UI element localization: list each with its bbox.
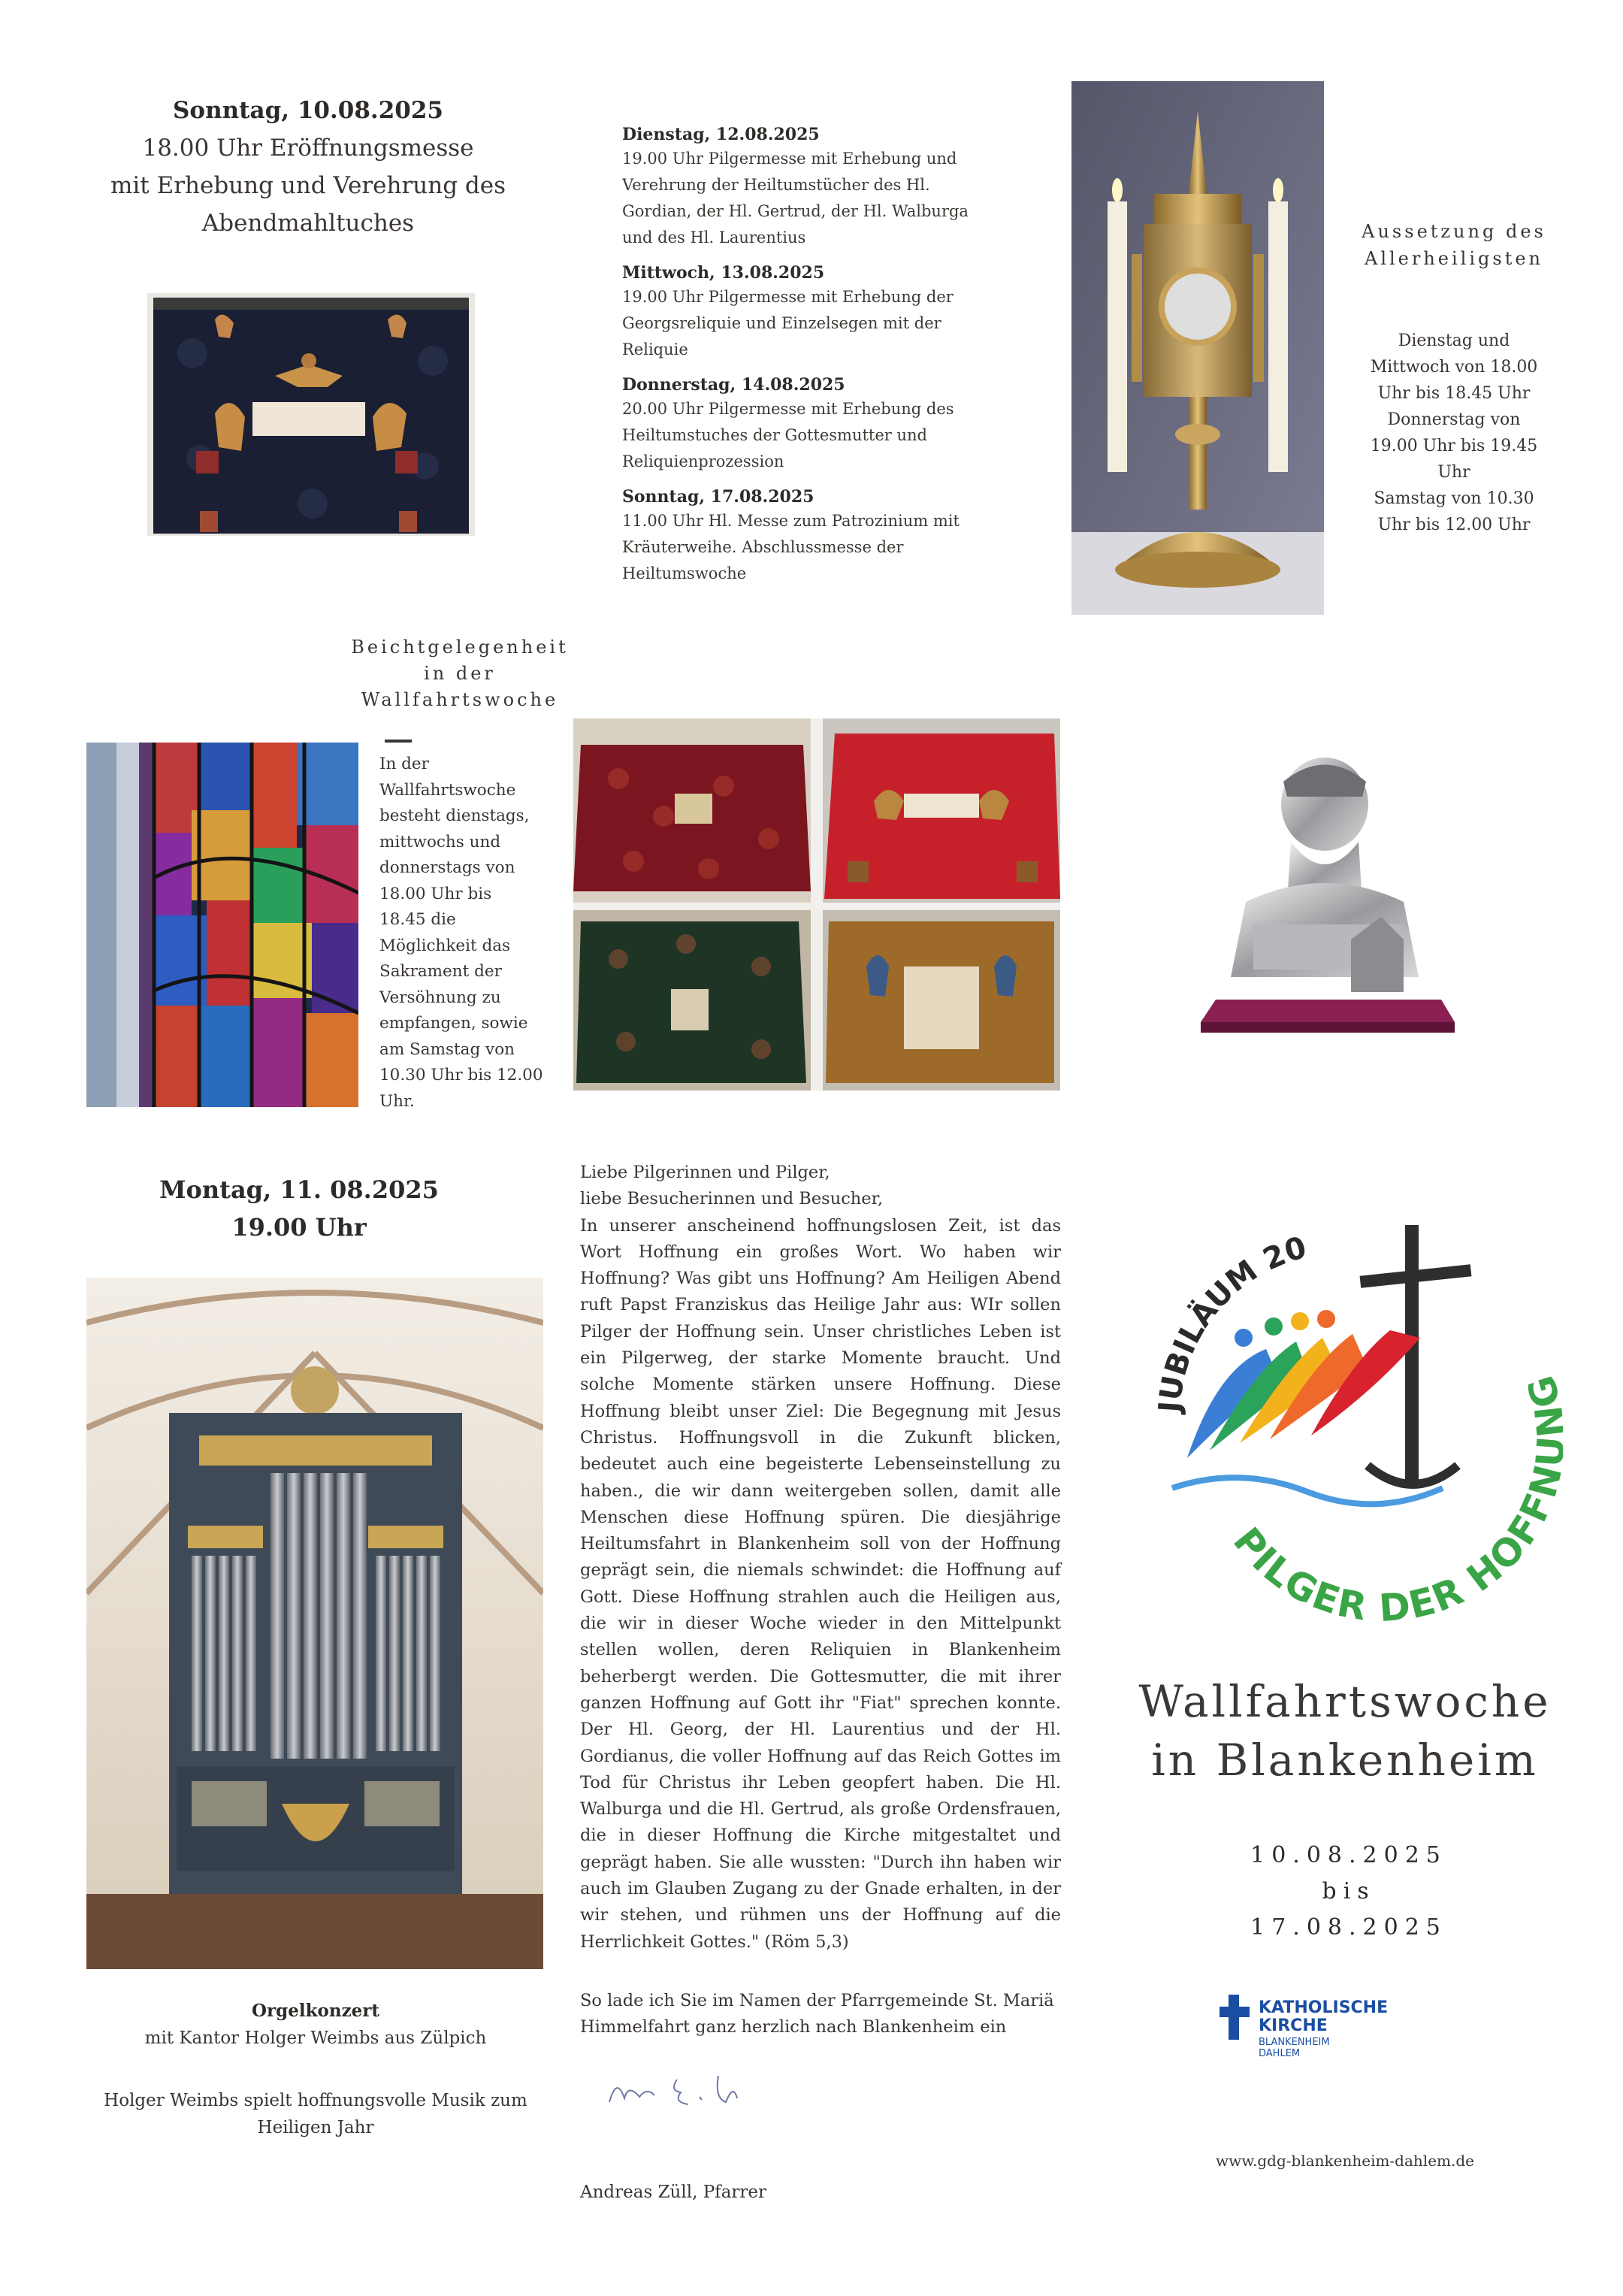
jubilee-arc-text: JUBILÄUM 20 [1152, 1230, 1310, 1414]
event-date-to: 17.08.2025 [1250, 1914, 1447, 1941]
cross-icon [1220, 1995, 1250, 2040]
organ-concert-performer: mit Kantor Holger Weimbs aus Zülpich [144, 2028, 487, 2048]
schedule-item [622, 125, 1013, 251]
organ-concert-music: Holger Weimbs spielt hoffnungsvolle Musik zum Heiligen Jahr [104, 2091, 527, 2137]
opening-mass-block [83, 92, 533, 242]
adoration-block [1352, 218, 1555, 538]
confession-title: Beichtgelegenheit in der Wallfahrtswoche [351, 637, 569, 710]
event-title [1112, 1672, 1578, 1789]
event-title-line-1: Wallfahrtswoche [1138, 1676, 1552, 1727]
church-logo [1220, 1995, 1415, 2062]
st-george-reliquary-photo [1201, 752, 1455, 1043]
schedule-desc: 20.00 Uhr Pilgermesse mit Erhebung des Heiltumstuches der Gottesmutter und Reliquienprozession [622, 400, 954, 470]
confession-text: In der Wallfahrtswoche besteht dienstags, mittwochs und donnerstags von 18.00 Uhr bis 18.45 die Möglichkeit das Sakrament der Versöhnung zu empfangen, sowie am Samstag von 10.30 Uhr bis 12.00 Uhr. [379, 755, 543, 1111]
opening-mass-time: 18.00 Uhr Eröffnungsmesse [142, 135, 474, 162]
opening-mass-desc-1: mit Erhebung und Verehrung des [110, 172, 506, 199]
handwritten-signature [606, 2068, 756, 2113]
church-name-2: KIRCHE [1259, 2016, 1328, 2035]
schedule-desc: 19.00 Uhr Pilgermesse mit Erhebung der Georgsreliquie und Einzelsegen mit der Reliquie [622, 288, 954, 358]
organ-concert-date: Montag, 11. 08.2025 [159, 1175, 439, 1204]
schedule-item [622, 375, 1013, 475]
organ-concert-info [83, 1998, 549, 2141]
opening-mass-desc-2: Abendmahltuches [201, 210, 415, 237]
pastor-letter [580, 1160, 1061, 1956]
event-date-bis: bis [1322, 1878, 1376, 1904]
monstrance-photo [1071, 81, 1324, 615]
organ-concert-heading [126, 1171, 472, 1246]
organ-concert-time: 19.00 Uhr [231, 1213, 367, 1242]
opening-mass-date: Sonntag, 10.08.2025 [173, 97, 443, 124]
schedule-day: Mittwoch, 13.08.2025 [622, 263, 825, 283]
jubilee-logo [1127, 1187, 1563, 1623]
schedule-desc: 11.00 Uhr Hl. Messe zum Patrozinium mit Kräuterweihe. Abschlussmesse der Heiltumswoche [622, 512, 960, 582]
church-parish-2: DAHLEM [1259, 2048, 1301, 2059]
website-link[interactable]: www.gdg-blankenheim-dahlem.de [1216, 2152, 1474, 2170]
stained-glass-photo [86, 743, 358, 1107]
church-organ-photo [86, 1278, 543, 1969]
schedule-day: Dienstag, 12.08.2025 [622, 125, 820, 144]
church-name-1: KATHOLISCHE [1259, 1998, 1389, 2017]
schedule-list [622, 125, 1013, 599]
schedule-item [622, 487, 1013, 587]
letter-greeting-1: Liebe Pilgerinnen und Pilger, [580, 1163, 830, 1182]
pilgrims-arc-text: PILGER DER HOFF [1224, 1486, 1563, 1623]
event-dates [1180, 1838, 1518, 1946]
event-title-line-2: in Blankenheim [1151, 1735, 1539, 1786]
adoration-times: Dienstag und Mittwoch von 18.00 Uhr bis 18.45 Uhr Donnerstag von 19.00 Uhr bis 19.45 Uhr Samstag von 10.30 Uhr bis 12.00 Uhr [1370, 331, 1538, 534]
confession-divider [385, 740, 412, 743]
pastor-name: Andreas Züll, Pfarrer [580, 2183, 767, 2202]
relic-cloths-photo [573, 718, 1060, 1091]
letter-body: In unserer anscheinend hoffnungslosen Zeit, ist das Wort Hoffnung ein großes Wort. Wo haben wir Hoffnung? Was gibt uns Hoffnung? Am Heiligen Abend ruft Papst Franziskus das Heilige Jahr aus: WIr sollen Pilger der Hoffnung sein. Unser christliches Leben ist ein Pilgerweg, der starke Momente braucht. Und solche Momente stärken unsere Hoffnung. Diese Hoffnung bleibt unser Ziel: Die Begegnung mit Jesus Christus. Hoffnungsvoll in die Zukunft blicken, bedeutet auch eine begeisterte Lebenseinstellung zu haben., die wir dann weitergeben sollen, damit alle Menschen diese Hoffnung spüren. Die diesjährige Heiltumsfahrt in Blankenheim soll von der Hoffnung geprägt sein, die niemals schwindet: die Hoffnung auf Gott. Diese Hoffnung strahlen auch die Heiligen aus, die wir in dieser Woche wieder in den Mittelpunkt stellen wollen, deren Reliquien in Blankenheim beherbergt werden. Die Gottesmutter, die mit ihrer ganzen Hoffnung auf Gott ihr "Fiat" sprechen konnte. Der Hl. Georg, der Hl. Laurentius und der Hl. Gordianus, die voller Hoffnung auf das Reich Gottes im Tod für Christus ihr Leben geopfert haben. Die Hl. Walburga und die Hl. Gertrud, als große Ordensfrauen, die in dieser Hoffnung die Kirche mitgestaltet und geprägt haben. Sie alle wussten: "Durch ihn haben wir auch im Glauben Zugang zu der Gnade erhalten, in der wir stehen, und rühmen uns der Hoffnung auf die Herrlichkeit Gottes." (Röm 5,3) [580, 1215, 1061, 1952]
schedule-day: Sonntag, 17.08.2025 [622, 487, 815, 507]
letter-greeting-2: liebe Besucherinnen und Besucher, [580, 1189, 884, 1209]
adoration-title-2: Allerheiligsten [1364, 248, 1544, 269]
communion-cloth-photo [147, 293, 475, 536]
organ-concert-title: Orgelkonzert [251, 2001, 380, 2021]
letter-invitation: So lade ich Sie im Namen der Pfarrgemeinde St. Mariä Himmelfahrt ganz herzlich nach Blankenheim ein [580, 1991, 1054, 2037]
adoration-title-1: Aussetzung des [1362, 221, 1546, 242]
schedule-desc: 19.00 Uhr Pilgermesse mit Erhebung und Verehrung der Heiltumstücher des Hl. Gordian, der Hl. Gertrud, der Hl. Walburga und des Hl. Laurentius [622, 150, 969, 247]
schedule-day: Donnerstag, 14.08.2025 [622, 375, 845, 395]
schedule-item [622, 263, 1013, 363]
church-parish-1: BLANKENHEIM [1259, 2037, 1330, 2048]
event-date-from: 10.08.2025 [1250, 1842, 1447, 1868]
